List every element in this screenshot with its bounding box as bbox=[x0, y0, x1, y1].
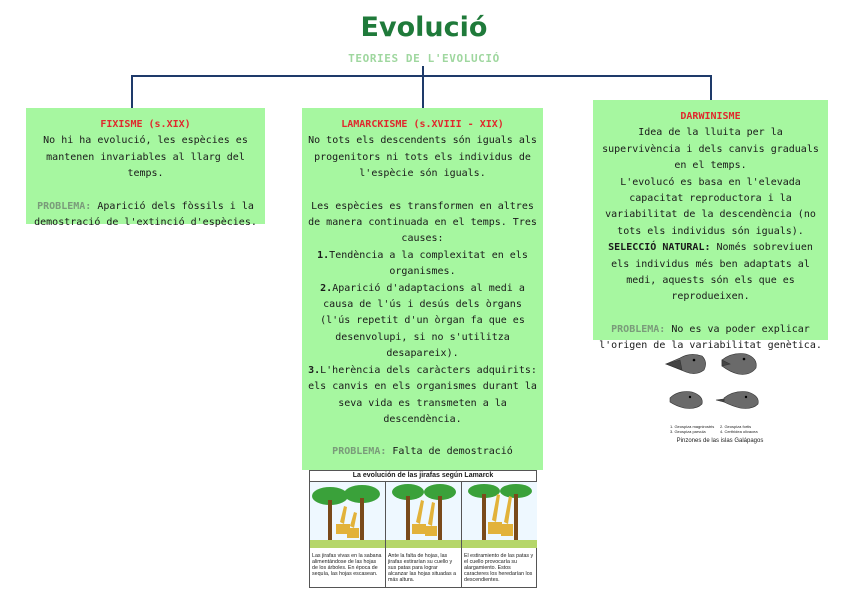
cause-text: Aparició d'adaptacions al medi a causa de l'ús i desús dels òrgans (l'ús repetit d'un òrgan fa que es desenvolupi, si no s'utilitza desapareix). bbox=[320, 282, 525, 360]
darwinisme-text-2: L'evolucó es basa en l'elevada capacitat reproductora i la variabilitat de la descendència (no tots els individus són iguals). bbox=[605, 176, 816, 237]
finch-head-4 bbox=[724, 392, 758, 409]
giraffe-panel bbox=[462, 482, 537, 588]
giraffe-panel bbox=[386, 482, 462, 588]
giraffe-panel-drawing bbox=[310, 482, 385, 548]
problem-text: Aparició dels fòssils i la demostració de l'extinció d'espècies. bbox=[34, 200, 257, 229]
finch-head-3 bbox=[670, 392, 702, 409]
problem-label: PROBLEMA: bbox=[37, 200, 92, 212]
fixisme-problem bbox=[32, 199, 259, 232]
page-title: Evolució bbox=[360, 12, 488, 43]
cause-item bbox=[308, 248, 537, 281]
lamarckisme-text-1: No tots els descendents són iguals als progenitors ni tots els individus de l'espècie són iguals. bbox=[308, 135, 537, 180]
legend-item: 1. Geospiza magnirostris bbox=[670, 424, 715, 429]
finches-illustration bbox=[660, 346, 772, 450]
giraffe-panel-text: Ante la falta de hojas, las jirafas estirarían su cuello y sus patas para lograr alcanzar las hojas situadas a más altura. bbox=[388, 553, 457, 583]
legend-item: 3. Geospiza parvula bbox=[670, 429, 706, 434]
cause-number: 3. bbox=[308, 364, 321, 376]
cause-number: 1. bbox=[317, 249, 330, 261]
giraffe-panel-text: El estiramiento de las patas y el cuello provocaría su alargamiento. Estos caracteres los heredarían los descendientes. bbox=[464, 553, 534, 583]
finch-caption: Pinzones de las islas Galápagos bbox=[676, 438, 764, 444]
giraffe-illustration bbox=[309, 470, 537, 588]
darwinisme-box bbox=[593, 100, 828, 352]
lamarckisme-text-2: Les espècies es transformen en altres de manera continuada en el temps. Tres causes: bbox=[308, 200, 537, 245]
giraffe-panel-drawing bbox=[386, 482, 461, 548]
finch-heads-drawing bbox=[660, 346, 772, 450]
giraffe-panel-drawing bbox=[462, 482, 537, 548]
page-subtitle: TEORIES DE L'EVOLUCIÓ bbox=[348, 52, 500, 65]
darwinisme-selection bbox=[599, 240, 822, 306]
fixisme-heading: FIXISME (s.XIX) bbox=[100, 119, 191, 130]
finch-legend bbox=[670, 424, 772, 434]
problem-label: PROBLEMA: bbox=[611, 323, 666, 335]
cause-text: L'herència dels caràcters adquirits: els canvis en els organismes durant la seva vida es transmeten a la descendència. bbox=[308, 364, 537, 425]
darwinisme-heading: DARWINISME bbox=[680, 111, 741, 122]
legend-item: 2. Geospiza fortis bbox=[720, 424, 752, 429]
problem-label: PROBLEMA: bbox=[332, 446, 387, 458]
cause-number: 2. bbox=[320, 282, 333, 294]
cause-text: Tendència a la complexitat en els organismes. bbox=[329, 249, 528, 278]
lamarckisme-heading: LAMARCKISME (s.XVIII - XIX) bbox=[341, 119, 504, 130]
darwinisme-text-1: Idea de la lluita per la supervivència i dels canvis graduals en el temps. bbox=[602, 127, 819, 172]
fixisme-box bbox=[26, 108, 265, 229]
problem-text: No es va poder explicar l'origen de la variabilitat genètica. bbox=[599, 323, 822, 352]
fixisme-text: No hi ha evolució, les espècies es mantenen invariables al llarg del temps. bbox=[43, 135, 248, 180]
cause-item bbox=[308, 363, 537, 429]
lamarckisme-problem bbox=[308, 444, 537, 460]
problem-text: Falta de demostració bbox=[392, 446, 513, 458]
cause-item bbox=[308, 281, 537, 363]
legend-item: 4. Certhidea olivacea bbox=[720, 429, 758, 434]
giraffe-title: La evolución de las jirafas según Lamarck bbox=[352, 472, 494, 479]
giraffe-panel-text: Las jirafas vivas en la sabana alimentándose de las hojas de los árboles. En época de sequía, las hojas escasean. bbox=[312, 553, 382, 577]
giraffe-panel bbox=[310, 482, 386, 588]
selection-text: Només sobreviuen els individus més ben adaptats al medi, aquests són els que es reprodueixen. bbox=[611, 242, 813, 303]
lamarckisme-box bbox=[302, 108, 543, 470]
selection-label: SELECCIÓ NATURAL: bbox=[608, 242, 711, 254]
